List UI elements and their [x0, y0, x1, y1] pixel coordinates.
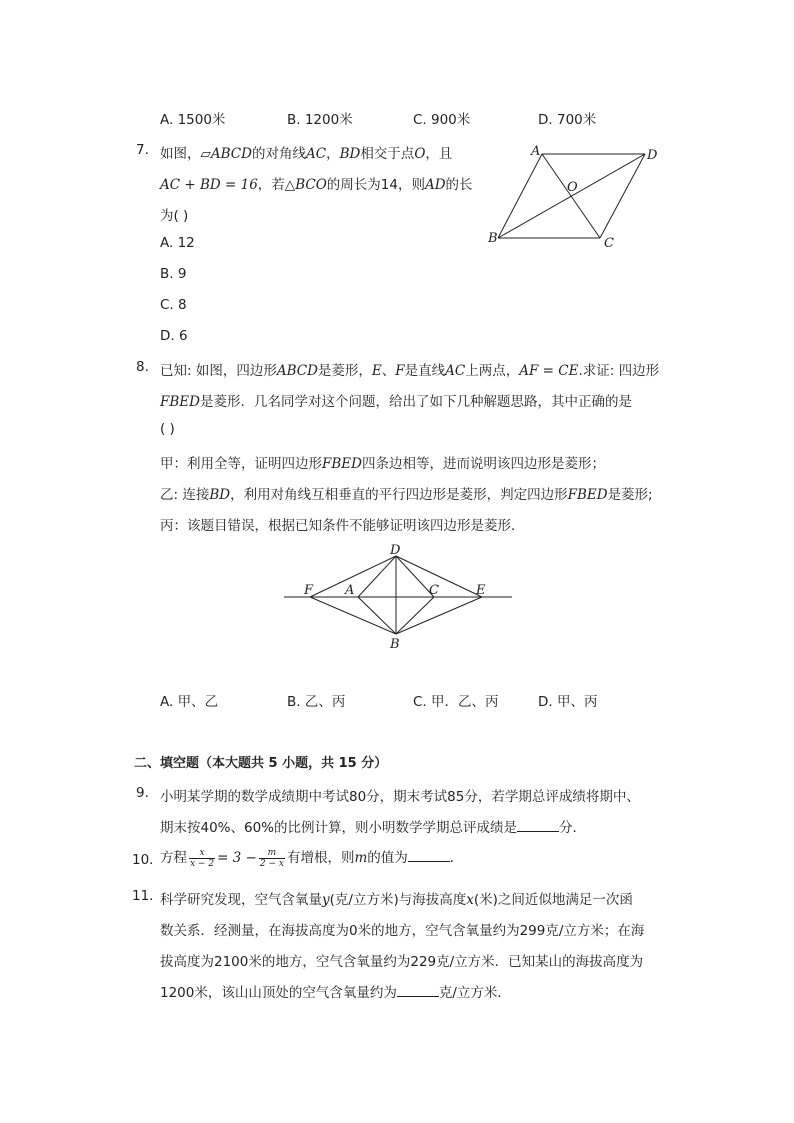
q7-number: 7.: [136, 142, 149, 158]
q9-number: 9.: [136, 785, 149, 801]
q6-option-a: A. 1500米: [160, 112, 226, 128]
q11-answer-blank: [397, 984, 439, 997]
q7-line2: AC + BD = 16，若△BCO的周长为14，则AD的长: [160, 177, 473, 193]
q8-edge-cb: [396, 597, 434, 634]
q7-option-a: A. 12: [160, 235, 195, 251]
q8-option-c: C. 甲．乙、丙: [413, 694, 499, 710]
q8-edge-eb: [396, 597, 482, 634]
q7-label-d: D: [647, 148, 658, 163]
q6-option-c: C. 900米: [413, 112, 471, 128]
q8-bing: 丙：该题目错误，根据已知条件不能够证明该四边形是菱形．: [160, 518, 525, 534]
q10-fraction-1: $\frac{x}{x - 2}$: [190, 847, 215, 869]
q8-label-f: F: [304, 583, 314, 598]
q8-line1: 已知: 如图，四边形ABCD是菱形，E、F是直线AC上两点，AF = CE.求证: 四边形: [160, 363, 660, 379]
q8-label-e: E: [476, 583, 486, 598]
q11-line2: 数关系．经测量，在海拔高度为0米的地方，空气含氧量约为299克/立方米；在海: [160, 923, 645, 939]
q8-label-d: D: [390, 543, 401, 558]
q8-option-d: D. 甲、丙: [538, 694, 598, 710]
q7-line3: 为( ): [160, 208, 189, 224]
q11-line1: 科学研究发现，空气含氧量y(克/立方米)与海拔高度x(米)之间近似地满足一次函: [160, 892, 633, 908]
q8-rhombus-figure: [280, 540, 520, 655]
q10-number: 10.: [132, 852, 154, 868]
q11-number: 11.: [132, 888, 154, 904]
q7-label-c: C: [604, 236, 614, 251]
q8-label-c: C: [429, 583, 439, 598]
q7-label-a: A: [531, 144, 541, 159]
q7-option-b: B. 9: [160, 266, 187, 282]
q7-line1: 如图，▱ABCD的对角线AC，BD相交于点O，且: [160, 146, 453, 162]
q7-option-d: D. 6: [160, 328, 188, 344]
q6-option-d: D. 700米: [538, 112, 597, 128]
q8-number: 8.: [136, 359, 149, 375]
q6-option-b: B. 1200米: [287, 112, 353, 128]
q9-line1: 小明某学期的数学成绩期中考试80分，期末考试85分，若学期总评成绩将期中、: [160, 789, 640, 805]
q9-line2: 期末按40%、60%的比例计算，则小明数学学期总评成绩是 分．: [160, 820, 587, 836]
section-heading: 二、填空题（本大题共 5 小题，共 15 分）: [134, 756, 388, 771]
q8-edge-ba: [358, 597, 396, 634]
q8-label-a: A: [345, 583, 355, 598]
q8-edge-de: [396, 556, 482, 597]
q8-jia: 甲：利用全等，证明四边形FBED四条边相等，进而说明该四边形是菱形；: [160, 456, 605, 472]
q8-line2: FBED是菱形．几名同学对这个问题，给出了如下几种解题思路，其中正确的是: [160, 394, 632, 410]
q11-line4: 1200米，该山山顶处的空气含氧量约为 克/立方米．: [160, 985, 511, 1001]
q10-answer-blank: [408, 849, 450, 862]
q8-yi: 乙: 连接BD，利用对角线互相垂直的平行四边形是菱形，判定四边形FBED是菱形;: [160, 487, 653, 503]
q7-label-b: B: [488, 231, 498, 246]
q7-label-o: O: [567, 180, 578, 195]
q8-edge-ad: [358, 556, 396, 597]
q10-line: 方程 $\frac{x}{x - 2}$ = 3 − $\frac{m}{2 - x}$ 有增根，则m的值为 ．: [160, 847, 464, 869]
q7-option-c: C. 8: [160, 297, 187, 313]
q9-answer-blank: [517, 819, 559, 832]
q7-parallelogram-figure: [480, 140, 670, 255]
q8-line3: ( ): [160, 421, 175, 437]
q8-option-b: B. 乙、丙: [287, 694, 346, 710]
q8-edge-bf: [310, 597, 396, 634]
q11-line3: 拔高度为2100米的地方，空气含氧量约为229克/立方米．已知某山的海拔高度为: [160, 954, 644, 970]
q8-option-a: A. 甲、乙: [160, 694, 219, 710]
q10-fraction-2: $\frac{m}{2 - x}$: [259, 847, 284, 869]
q8-label-b: B: [390, 637, 400, 652]
